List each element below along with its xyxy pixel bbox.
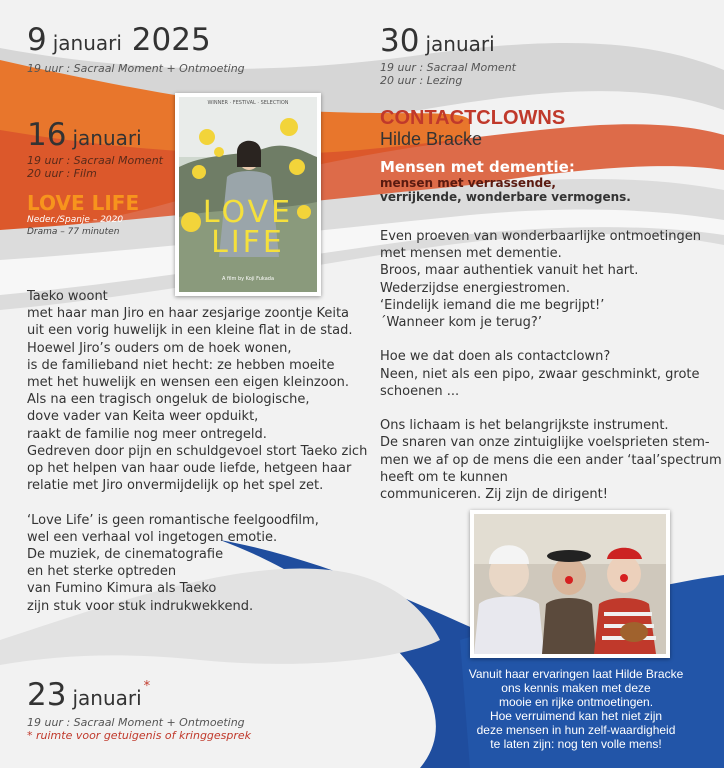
clown-line: men we af op de mens die een ander ‘taal’spectrum xyxy=(380,452,722,468)
clown-line: met mensen met dementie. xyxy=(380,246,562,262)
love-life-line: ‘Love Life’ is geen romantische feelgoodfilm, xyxy=(27,512,319,528)
photo-caption xyxy=(455,667,697,751)
film-meta-1: Neder./Spanje – 2020 xyxy=(27,215,124,225)
caption-line: deze mensen in hun zelf-waardigheid xyxy=(476,723,676,737)
jan16-schedule-1: 19 uur : Sacraal Moment xyxy=(27,154,163,167)
date-jan-16: 16 januari 19 uur : Sacraal Moment 20 uur : Film xyxy=(27,117,163,180)
clown-line: Neen, niet als een pipo, zwaar geschminkt, grote xyxy=(380,366,700,382)
love-life-line: Gedreven door pijn en schuldgevoel stort Taeko zich xyxy=(27,443,368,459)
jan30-schedule-1: 19 uur : Sacraal Moment xyxy=(380,61,516,74)
caption-line: Vanuit haar ervaringen laat Hilde Bracke xyxy=(468,667,684,681)
love-life-line: dove vader van Keita weer opduikt, xyxy=(27,409,259,425)
caption-line: te laten zijn: nog ten volle mens! xyxy=(490,737,662,751)
jan16-schedule-2: 20 uur : Film xyxy=(27,167,97,180)
clown-line: De snaren van onze zintuiglijke voelsprieten stem- xyxy=(380,435,710,451)
love-life-line: is de familieband niet hecht: ze hebben moeite xyxy=(27,357,335,373)
lecture-subheading: Mensen met dementie: xyxy=(380,158,575,176)
caption-line: Hoe verruimend kan het niet zijn xyxy=(489,709,663,723)
date-jan-30: 30 januari 19 uur : Sacraal Moment 20 uur : Lezing xyxy=(380,23,516,87)
clown-line: Wederzijdse energiestromen. xyxy=(380,280,571,296)
clown-line: Even proeven van wonderbaarlijke ontmoetingen xyxy=(380,229,701,244)
clown-line: communiceren. Zij zijn de dirigent! xyxy=(380,487,608,503)
speaker-name: Hilde Bracke xyxy=(380,129,483,149)
love-life-line: relatie met Jiro onvermijdelijk op het spel zet. xyxy=(27,478,324,494)
poster-credits: WINNER · FESTIVAL · SELECTION xyxy=(207,100,289,106)
date-jan-23: 23 januari * 19 uur : Sacraal Moment + Ontmoeting * ruimte voor getuigenis of kringgesprek xyxy=(27,677,252,742)
clown-line: heeft om te kunnen xyxy=(380,469,508,485)
clown-line: Hoe we dat doen als contactclown? xyxy=(380,349,611,365)
love-life-line: uit een vorig huwelijk in een kleine flat in de stad. xyxy=(27,323,353,339)
film-meta-2: Drama – 77 minuten xyxy=(27,227,120,237)
caption-line: mooie en rijke ontmoetingen. xyxy=(498,695,654,709)
love-life-line: Taeko woont xyxy=(27,289,108,304)
jan9-schedule: 19 uur : Sacraal Moment + Ontmoeting xyxy=(27,62,245,75)
poster-title-2: LIFE xyxy=(211,225,285,260)
jan23-schedule: 19 uur : Sacraal Moment + Ontmoeting xyxy=(27,716,245,729)
lecture-header xyxy=(380,107,631,205)
caption-line: ons kennis maken met deze xyxy=(501,681,651,695)
jan30-schedule-2: 20 uur : Lezing xyxy=(380,74,463,87)
clown-line: schoenen ... xyxy=(380,383,460,399)
love-life-line: Hoewel Jiro’s ouders om de hoek wonen, xyxy=(27,340,292,356)
love-life-line: en het sterke optreden xyxy=(27,564,177,580)
clown-line: ‘Eindelijk iemand die me begrijpt!’ xyxy=(380,297,605,313)
date-jan-9: 9 januari 2025 19 uur : Sacraal Moment + Ontmoeting xyxy=(27,22,245,75)
lecture-tagline-1: mensen met verrassende, xyxy=(380,176,556,190)
clown-line: Ons lichaam is het belangrijkste instrument. xyxy=(380,418,669,434)
film-title: LOVE LIFE xyxy=(27,191,140,215)
love-life-line: van Fumino Kimura als Taeko xyxy=(27,581,217,597)
love-life-description xyxy=(27,288,367,615)
clown-line xyxy=(380,331,722,348)
clown-description xyxy=(380,228,722,503)
lecture-heading: CONTACTCLOWNS xyxy=(380,107,566,129)
clown-line: ´Wanneer kom je terug?’ xyxy=(380,315,542,331)
jan23-note: * ruimte voor getuigenis of kringgesprek xyxy=(27,729,252,742)
poster-title-1: LOVE xyxy=(202,195,294,230)
love-life-line: met het huwelijk en wensen een eigen kleinzoon. xyxy=(27,375,350,391)
love-life-line: wel een verhaal vol ingetogen emotie. xyxy=(27,529,278,545)
film-poster xyxy=(175,93,321,296)
love-life-line: Als na een tragisch ongeluk de biologische, xyxy=(27,392,310,408)
love-life-line: op het helpen van haar oude liefde, hetgeen haar xyxy=(27,461,352,477)
love-life-line: raakt de familie nog meer ontregeld. xyxy=(27,426,267,442)
poster-byline: A film by Koji Fukada xyxy=(221,276,275,282)
clown-line: Broos, maar authentiek vanuit het hart. xyxy=(380,263,639,279)
clown-photo xyxy=(470,510,670,658)
clown-line xyxy=(380,400,722,417)
lecture-tagline-2: verrijkende, wonderbare vermogens. xyxy=(380,190,631,204)
love-life-line: zijn stuk voor stuk indrukwekkend. xyxy=(27,598,254,614)
love-life-line: met haar man Jiro en haar zesjarige zoontje Keita xyxy=(27,306,350,322)
love-life-line xyxy=(27,494,367,511)
love-life-line: De muziek, de cinematografie xyxy=(27,547,224,563)
film-block xyxy=(27,192,139,238)
